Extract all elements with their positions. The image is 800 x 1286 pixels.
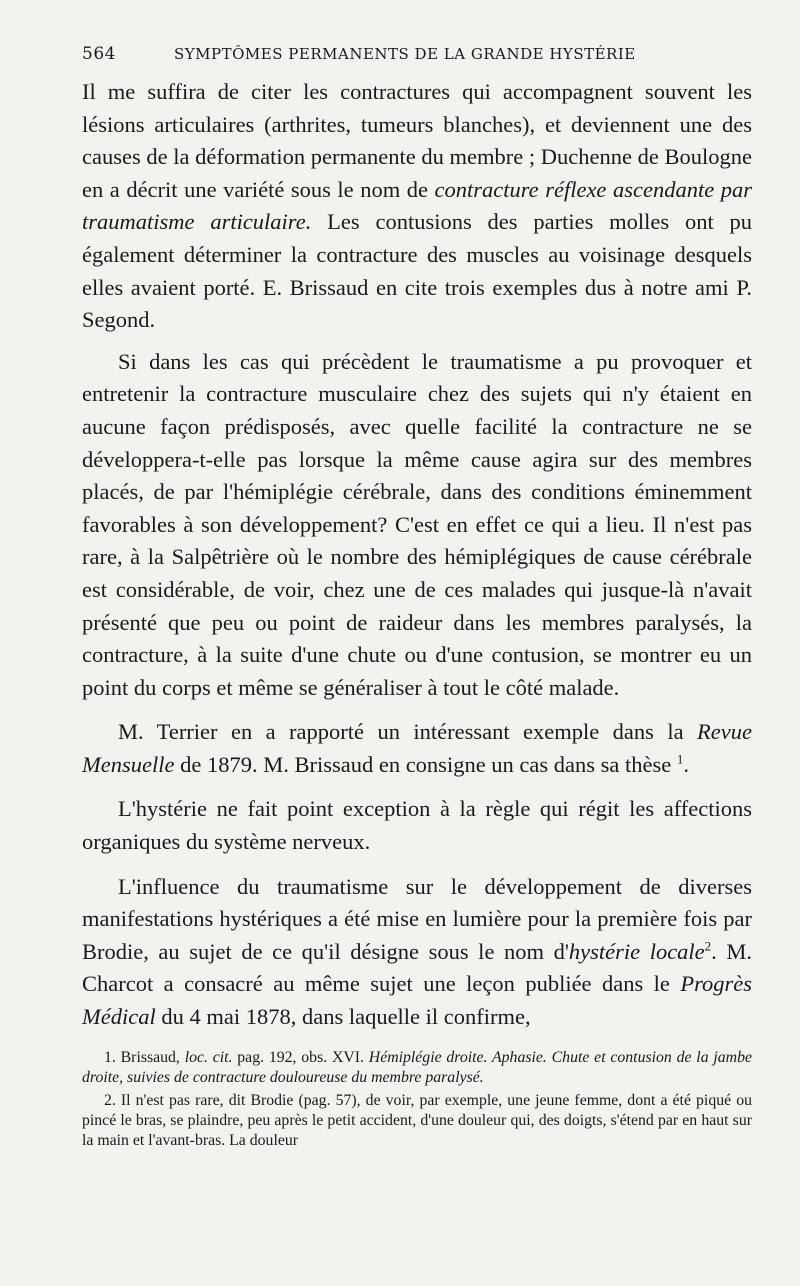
paragraph-5-text-c: . M. Charcot a consacré au même sujet une leçon publiée dans le bbox=[82, 938, 753, 997]
footnote-1-loc-cit: loc. cit. bbox=[184, 1048, 233, 1066]
paragraph-3-text-a: M. Terrier en a rapporté un intéressant exemple dans la bbox=[118, 719, 698, 745]
footnote-ref-1: 1 bbox=[676, 751, 684, 767]
paragraph-1-text-a: Il me suffira de citer les contractures qui accompagnent souvent les lésions articulaires (arthrites, tumeurs blanches), et deviennent une des causes de la déformation permanente du membre ; Duchenne de Boulogne en a décrit une variété sous le nom de bbox=[82, 79, 752, 202]
footnote-1-case-title: Hémiplégie droite. Aphasie. Chute et contusion de la jambe droite, suivies de contracture douloureuse du membre paralysé. bbox=[82, 1048, 752, 1086]
footnotes bbox=[82, 1048, 752, 1151]
paragraph-3-text-c: de 1879. M. Brissaud en consigne un cas dans sa thèse bbox=[174, 751, 677, 777]
footnote-1 bbox=[82, 1048, 752, 1088]
page-number: 564 bbox=[82, 44, 116, 64]
running-head bbox=[82, 44, 752, 64]
footnote-1-text-c: pag. 192, obs. XVI. bbox=[232, 1048, 369, 1066]
paragraph-1-text-c: Les contusions des parties molles ont pu également déterminer la contracture des muscles au voisinage desquels elles avaient porté. E. Brissaud en cite trois exemples dus à notre ami P. Segond. bbox=[82, 209, 753, 333]
paragraph-1-italic-term: contracture réflexe ascendante par traumatisme articulaire. bbox=[82, 176, 752, 235]
paragraph-5-text-a: L'influence du traumatisme sur le développement de diverses manifestations hystériques a été mise en lumière pour la première fois par Brodie, au sujet de ce qu'il désigne sous le nom d' bbox=[82, 873, 752, 964]
footnote-ref-2: 2 bbox=[704, 938, 712, 954]
paragraph-5 bbox=[82, 871, 752, 1034]
paragraph-1 bbox=[82, 76, 752, 337]
paragraph-5-text-e: du 4 mai 1878, dans laquelle il confirme, bbox=[155, 1004, 531, 1030]
paragraph-2: Si dans les cas qui précèdent le traumatisme a pu provoquer et entretenir la contracture musculaire chez des sujets qui n'y étaient en aucune façon prédisposés, avec quelle facilité la contracture ne se développera-t-elle pas lorsque la même cause agira sur des membres placés, de par l'hémiplégie cérébrale, dans des conditions éminemment favorables à son développement? C'est en effet ce qui a lieu. Il n'est pas rare, à la Salpêtrière où le nombre des hémiplégiques de cause cérébrale est considérable, de voir, chez une de ces malades qui jusque-là n'avait présenté que peu ou point de raideur dans les membres paralysés, la contracture, à la suite d'une chute ou d'une contusion, se montrer eu un point du corps et même se généraliser à tout le côté malade. bbox=[82, 348, 752, 700]
paragraph-3-text-d: . bbox=[683, 751, 689, 777]
paragraph-3 bbox=[82, 716, 752, 781]
paragraph-5-italic-term: hystérie locale bbox=[568, 938, 705, 964]
paragraph-4: L'hystérie ne fait point exception à la règle qui régit les affections organiques du système nerveux. bbox=[82, 796, 752, 855]
paragraph-5-journal-title: Progrès Médical bbox=[82, 971, 752, 1030]
paragraph-3-journal-title: Revue Mensuelle bbox=[82, 719, 752, 777]
footnote-1-text-a: 1. Brissaud, bbox=[104, 1048, 185, 1066]
footnote-2: 2. Il n'est pas rare, dit Brodie (pag. 57), de voir, par exemple, une jeune femme, dont a été piqué ou pincé le bras, se plaindre, peu après le petit accident, d'une douleur qui, des doigts, s'étend par en haut sur la main et l'avant-bras. La douleur bbox=[82, 1091, 752, 1149]
main-text bbox=[82, 76, 752, 1034]
running-title: SYMPTÔMES PERMANENTS DE LA GRANDE HYSTÉRIE bbox=[174, 45, 636, 63]
